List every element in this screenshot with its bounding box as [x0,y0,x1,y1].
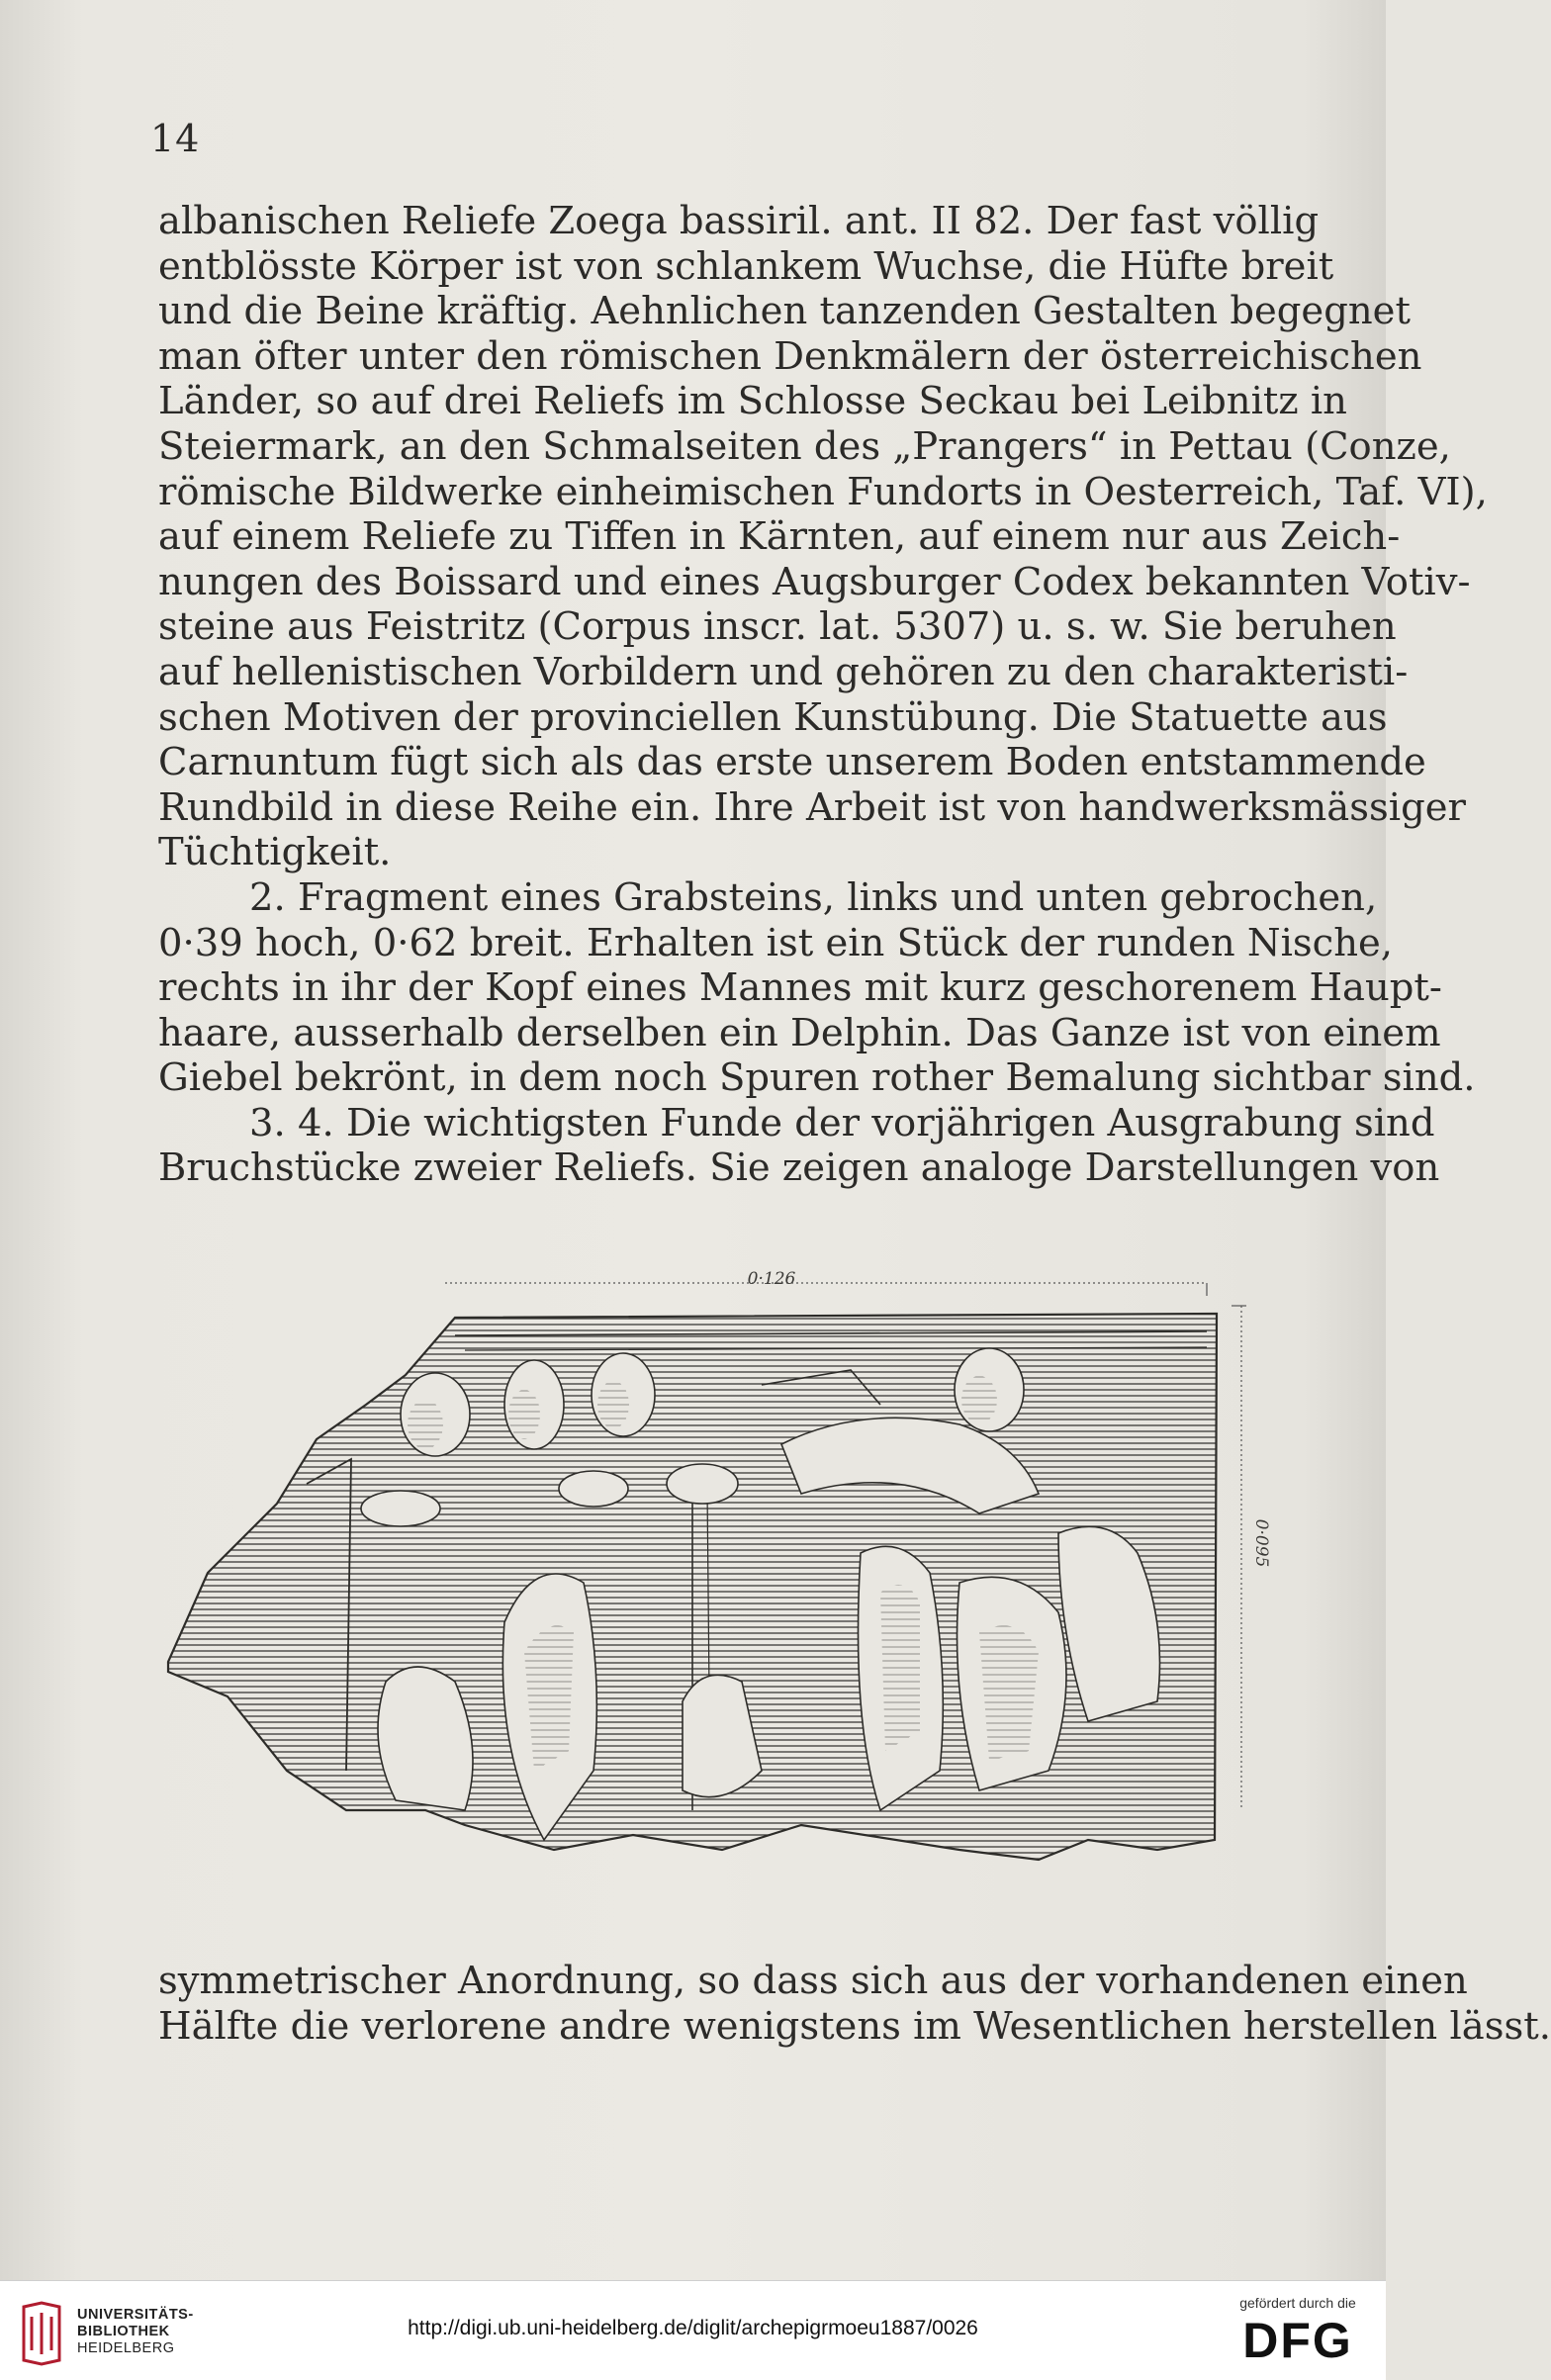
viewer-footer [0,2280,1386,2380]
text-line: symmetrischer Anordnung, so dass sich aus der vorhandenen einen [158,1959,1468,2003]
text-line: albanischen Reliefe Zoega bassiril. ant. II 82. Der fast völlig [158,199,1320,243]
text-line: 2. Fragment eines Grabsteins, links und unten gebrochen, [249,874,1378,920]
text-line: 3. 4. Die wichtigsten Funde der vorjährigen Ausgrabung sind [249,1100,1435,1145]
text-line: man öfter unter den römischen Denkmälern der österreichischen [158,333,1422,379]
text-line: Bruchstücke zweier Reliefs. Sie zeigen analoge Darstellungen von [158,1145,1440,1191]
height-label: 0·095 [1251,1518,1271,1568]
text-line: nungen des Boissard und eines Augsburger Codex bekannten Votiv- [158,559,1471,604]
text-line: Carnuntum fügt sich als das erste unserem Boden entstammende [158,740,1426,785]
relief-fragment-figure [168,1256,1276,1899]
body-text-top [158,199,1488,1191]
text-line: rechts in ihr der Kopf eines Mannes mit kurz geschorenem Haupt- [158,965,1442,1011]
text-line: Länder, so auf drei Reliefs im Schlosse Seckau bei Leibnitz in [158,379,1347,424]
text-line: Rundbild in diese Reihe ein. Ihre Arbeit ist von handwerksmässiger [158,784,1466,830]
text-line: schen Motiven der provinciellen Kunstübung. Die Statuette aus [158,694,1388,740]
text-line: 0·39 hoch, 0·62 breit. Erhalten ist ein Stück der runden Nische, [158,920,1394,965]
page-number: 14 [150,117,201,160]
funding-text: gefördert durch die [1239,2295,1356,2311]
text-line: haare, ausserhalb derselben ein Delphin. Das Ganze ist von einem [158,1010,1441,1055]
text-line: entblösste Körper ist von schlankem Wuchse, die Hüfte breit [158,243,1334,289]
text-line: Tüchtigkeit. [158,830,392,875]
text-line: Steiermark, an den Schmalseiten des „Prangers“ in Pettau (Conze, [158,423,1451,469]
text-line: und die Beine kräftig. Aehnlichen tanzenden Gestalten begegnet [158,289,1411,334]
body-text-bottom [158,1959,1551,2049]
text-line: römische Bildwerke einheimischen Fundorts in Oesterreich, Taf. VI), [158,469,1488,514]
text-line: steine aus Feistritz (Corpus inscr. lat. 5307) u. s. w. Sie beruhen [158,604,1397,650]
text-line: auf einem Reliefe zu Tiffen in Kärnten, auf einem nur aus Zeich- [158,514,1401,560]
text-line: Giebel bekrönt, in dem noch Spuren rother Bemalung sichtbar sind. [158,1055,1476,1101]
text-line: auf hellenistischen Vorbildern und gehören zu den charakteristi- [158,649,1409,694]
text-line: Hälfte die verlorene andre wenigstens im Wesentlichen herstellen lässt. [158,2003,1551,2049]
funding-notice [1224,2295,1372,2366]
dfg-logo: DFG [1242,2313,1353,2368]
width-label: 0·126 [747,1269,796,1289]
library-name: UNIVERSITÄTS- BIBLIOTHEK HEIDELBERG [77,2307,194,2356]
permalink-url[interactable]: http://digi.ub.uni-heidelberg.de/diglit/archepigrmoeu1887/0026 [408,2317,978,2339]
